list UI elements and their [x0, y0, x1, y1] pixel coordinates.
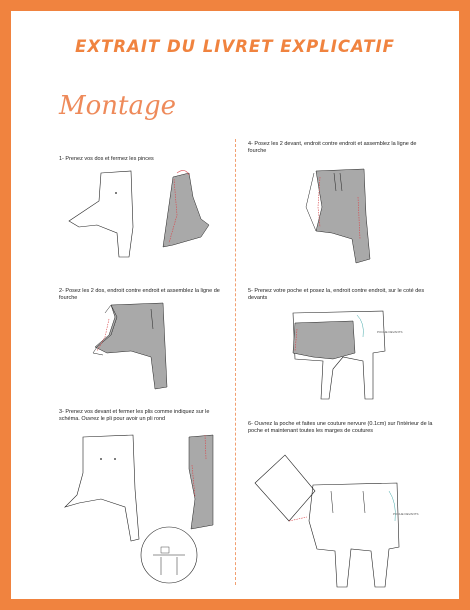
step-3-diagram	[61, 429, 226, 589]
step-1-text: 1- Prenez vos dos et fermez les pinces	[59, 156, 154, 162]
page-title: EXTRAIT DU LIVRET EXPLICATIF	[75, 37, 395, 56]
step-4-text: 4- Posez les 2 devant, endroit contre endroit et assemblez la ligne de fourche	[248, 141, 417, 155]
step-4-diagram	[276, 167, 396, 277]
pocket-note-6: POCHE DEVANTS	[393, 512, 419, 516]
step-1-diagram	[61, 167, 221, 267]
step-6-diagram	[247, 451, 427, 593]
pocket-note-5: POCHE DEVANTS	[377, 330, 403, 334]
step-3-text: 3- Prenez vos devant et fermer les plis comme indiquez sur le schéma. Ouvrez le pli pour avoir un pli rond	[59, 409, 210, 423]
booklet-page	[11, 11, 459, 599]
section-title: Montage	[59, 91, 176, 121]
step-2-text: 2- Posez les 2 dos, endroit contre endroit et assemblez la ligne de fourche	[59, 288, 220, 302]
step-2-diagram	[71, 295, 221, 405]
column-divider	[235, 139, 236, 585]
step-5-diagram	[273, 303, 438, 407]
step-5-text: 5- Prenez votre poche et posez la, endroit contre endroit, sur le coté des devants	[248, 288, 425, 302]
step-6-text: 6- Ouvrez la poche et faites une couture nervure (0.1cm) sur l'intérieur de la poche et maintenant toutes les marges de coutures	[248, 421, 433, 435]
